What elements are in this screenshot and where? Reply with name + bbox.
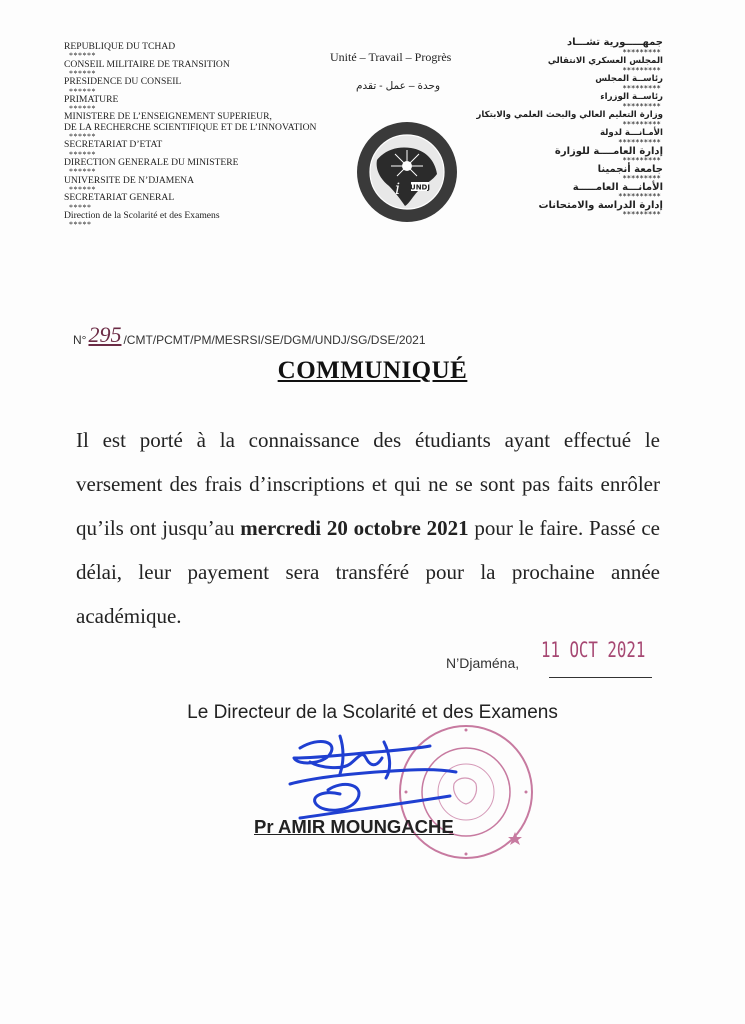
header-right-line: جمهـــــورية تشـــاد <box>566 37 663 48</box>
header-left-line: PRESIDENCE DU CONSEIL <box>64 76 182 88</box>
body-part-2: pour le faire. Passé ce délai, leur payement sera transféré pour la prochaine année académique. <box>76 516 661 628</box>
header-left-line: DIRECTION GENERALE DU MINISTERE <box>64 157 239 169</box>
header-right-block <box>463 38 663 219</box>
header-left-line: SECRETARIAT D’ETAT <box>64 139 163 151</box>
header-left-separator: ****** <box>69 86 96 96</box>
header-left-line: MINISTERE DE L’ENSEIGNEMENT SUPERIEUR, <box>64 111 272 123</box>
header-right-separator: ********* <box>622 101 661 111</box>
motto-french: Unité – Travail – Progrès <box>330 50 452 64</box>
header-left-separator: ****** <box>69 149 96 159</box>
header-right-line: رئاســة الوزراء <box>600 92 663 103</box>
header-left-line: SECRETARIAT GENERAL <box>64 192 175 204</box>
header-right-line: إدارة الدراسة والامتحانات <box>538 199 663 211</box>
director-title: Le Directeur de la Scolarité et des Examens <box>187 702 558 723</box>
header-right-separator: ********* <box>622 210 661 220</box>
header-left-separator: ****** <box>69 51 96 61</box>
header-right-line: المجلس العسكري الانتقالي <box>547 56 663 67</box>
signature-scribble-icon <box>280 728 470 828</box>
handwritten-number: 295 <box>88 322 122 347</box>
header-right-separator: ********* <box>622 174 661 184</box>
reference-prefix: N° <box>73 333 87 347</box>
header-right-separator: ********* <box>622 83 661 93</box>
svg-text:UNDJ: UNDJ <box>410 183 430 192</box>
header-left-separator: ****** <box>69 132 96 142</box>
header-left-line: UNIVERSITE DE N’DJAMENA <box>64 174 195 186</box>
header-right-separator: ********** <box>618 192 661 202</box>
header-left-separator: ***** <box>69 202 92 212</box>
reference-number <box>73 324 426 350</box>
date-stamp: 11 OCT 2021 <box>541 638 646 662</box>
signer-name: Pr AMIR MOUNGACHE <box>254 816 454 837</box>
header-left-separator: ****** <box>69 69 96 79</box>
header-right-line: وزارة التعليم العالي والبحث العلمي والابتكار <box>476 110 663 121</box>
header-left-block <box>64 42 354 229</box>
header-right-separator: ********* <box>622 47 661 57</box>
header-right-line: رئاســة المجلس <box>595 74 663 85</box>
deadline-date: mercredi 20 octobre 2021 <box>240 516 469 540</box>
header-right-separator: ********** <box>618 138 661 148</box>
header-left-separator: ****** <box>69 167 96 177</box>
header-left-line: CONSEIL MILITAIRE DE TRANSITION <box>64 58 230 70</box>
university-logo <box>355 120 459 229</box>
header-left-line: REPUBLIQUE DU TCHAD <box>64 41 176 52</box>
place-label: N’Djaména, <box>446 655 520 671</box>
communique-body <box>76 418 660 638</box>
header-right-line: جامعة أنجمينا <box>597 163 663 175</box>
svg-text:i: i <box>395 179 401 198</box>
reference-suffix: /CMT/PCMT/PM/MESRSI/SE/DGM/UNDJ/SG/DSE/2021 <box>123 333 426 347</box>
header-left-separator: ***** <box>69 220 92 230</box>
university-seal-icon <box>355 120 459 224</box>
header-right-line: الأمانـــة العامـــــة <box>572 181 663 193</box>
page-title: COMMUNIQUÉ <box>277 357 468 384</box>
header-left-separator: ****** <box>69 185 96 195</box>
header-right-separator: ********* <box>622 65 661 75</box>
header-left-separator: ****** <box>69 104 96 114</box>
header-left-line: PRIMATURE <box>64 93 119 105</box>
header-right-separator: ********* <box>622 156 661 166</box>
header-right-line: الأمـانـــة لدولة <box>599 128 663 139</box>
header-right-separator: ********* <box>622 119 661 129</box>
motto-arabic: وحدة – عمل - تقدم <box>356 80 441 92</box>
header-right-line: إدارة العامــــة للوزارة <box>554 145 663 157</box>
header-left-line: DE LA RECHERCHE SCIENTIFIQUE ET DE L’INNOVATION <box>64 121 317 133</box>
date-line <box>549 677 652 678</box>
body-part-1: Il est porté à la connaissance des étudiants ayant effectué le versement des frais d’inscriptions et qui ne se sont pas faits enrôler qu’ils ont jusqu’au <box>76 428 660 540</box>
header-left-line: Direction de la Scolarité et des Examens <box>64 209 220 221</box>
